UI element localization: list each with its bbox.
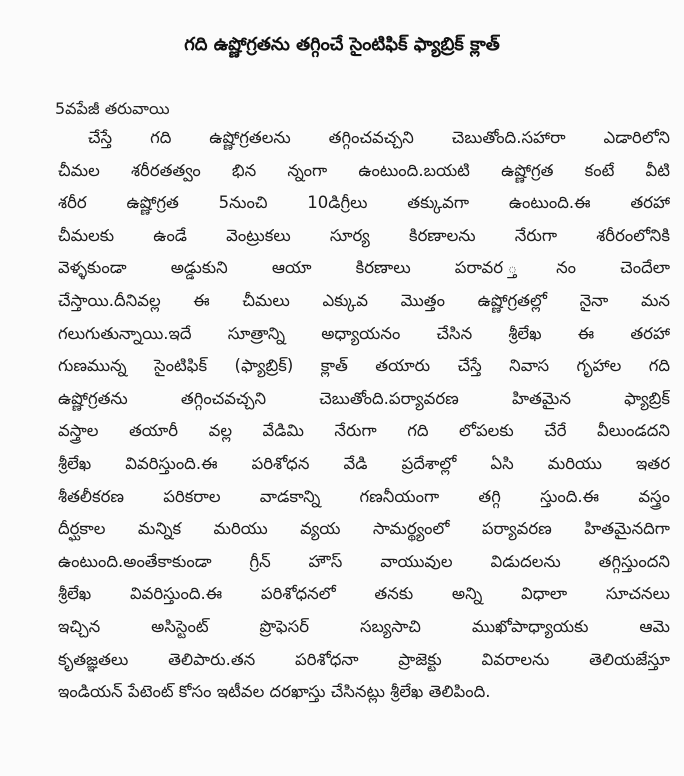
article-line: శరీర ఉష్ణోగ్రత 5నుంచి 10డిగ్రీలు తక్కువగా ఉంటుంది.ఈ తరహా: [58, 193, 670, 213]
article-line: శ్రీలేఖ వివరిస్తుంది.ఈ పరిశోధన వేడి ప్రదేశాల్లో ఏసి మరియు ఇతర: [58, 453, 670, 473]
headline: గది ఉష్ణోగ్రతను తగ్గించే సైంటిఫిక్ ఫ్యాబ్రిక్ క్లాత్: [184, 34, 500, 55]
article-line: ఇచ్చిన అసిస్టెంట్ ప్రొఫెసర్ సబ్యసాచి ముఖోపాధ్యాయకు ఆమె: [58, 616, 670, 636]
article-line: వెళ్ళకుండా అడ్డుకుని ఆయా కిరణాలు పరావర ్తనం చెందేలా: [58, 258, 670, 278]
article-line: ఉంటుంది.అంతేకాకుండా గ్రీన్ హౌస్ వాయువుల విడుదలను తగ్గిస్తుందని: [58, 551, 670, 571]
article-line: చేస్తే గది ఉష్ణోగ్రతలను తగ్గించవచ్చని చెబుతోంది.సహారా ఎడారిలోని: [88, 128, 670, 147]
article-line: గలుగుతున్నాయి.ఇదే సూత్రాన్ని అధ్యాయనం చేసిన శ్రీలేఖ ఈ తరహా: [58, 323, 670, 343]
article-line: శీతలీకరణ పరికరాల వాడకాన్ని గణనీయంగా తగ్గి స్తుంది.ఈ వస్త్రం: [58, 486, 670, 506]
article-line: చీమల శరీరతత్వం భిన న్నంగా ఉంటుంది.బయటి ఉష్ణోగ్రత కంటే వీటి: [58, 160, 670, 180]
article-body: [58, 122, 670, 709]
article-line: వస్త్రాల తయారీ వల్ల వేడిమి నేరుగా గది లోపలకు చేరే వీలుండదని: [58, 421, 670, 441]
article-line: కృతజ్ఞతలు తెలిపారు.తన పరిశోధనా ప్రాజెక్టు వివరాలను తెలియజేస్తూ: [58, 649, 670, 669]
article-line: గుణమున్న సైంటిఫిక్ (ఫ్యాబ్రిక్) క్లాత్ తయారు చేస్తే నివాస గృహాల గది: [58, 356, 670, 376]
continued-from-page-label: 5వపేజీ తరువాయి: [55, 99, 170, 118]
article-line: ఉష్ణోగ్రతను తగ్గించవచ్చని చెబుతోంది.పర్యావరణ హితమైన ఫ్యాబ్రిక్: [58, 388, 670, 408]
article-line: చేస్తాయి.దీనివల్ల ఈ చీమలు ఎక్కువ మొత్తం ఉష్ణోగ్రతల్లో నైనా మన: [58, 290, 670, 310]
article-line: చీమలకు ఉండే వెంట్రుకలు సూర్య కిరణాలను నేరుగా శరీరంలోనికి: [58, 225, 670, 245]
article-line: దీర్ఘకాల మన్నిక మరియు వ్యయ సామర్థ్యంలో పర్యావరణ హితమైనదిగా: [58, 519, 670, 539]
article-line: ఇండియన్ పేటెంట్ కోసం ఇటీవల దరఖాస్తు చేసినట్లు శ్రీలేఖ తెలిపింది.: [58, 682, 491, 702]
article-line: శ్రీలేఖ వివరిస్తుంది.ఈ పరిశోధనలో తనకు అన్ని విధాలా సూచనలు: [58, 584, 670, 604]
